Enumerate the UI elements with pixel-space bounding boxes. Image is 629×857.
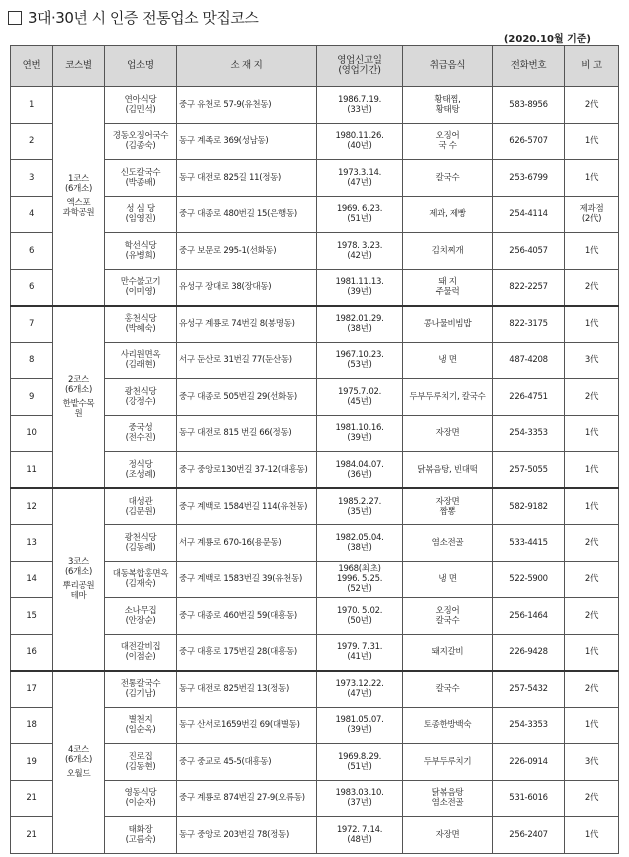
cell-no: 8 — [11, 342, 53, 379]
cell-address: 중구 계백로 1584번길 114(유천동) — [177, 488, 317, 525]
cell-note: 3代 — [565, 342, 619, 379]
cell-no: 11 — [11, 452, 53, 489]
cell-phone: 822-2257 — [493, 269, 565, 306]
cell-name: 학선식당 (유병희) — [105, 233, 177, 270]
header-name: 업소명 — [105, 46, 177, 87]
checkbox-icon — [8, 11, 22, 25]
cell-phone: 531-6016 — [493, 780, 565, 817]
cell-address: 동구 계족로 369(성남동) — [177, 123, 317, 160]
cell-address: 중구 중교로 45-5(대흥동) — [177, 744, 317, 781]
cell-address: 중구 대종로 460번길 59(대흥동) — [177, 598, 317, 635]
cell-opened: 1982.01.29. (38년) — [317, 306, 403, 343]
cell-opened: 1984.04.07. (36년) — [317, 452, 403, 489]
cell-food: 자장면 — [403, 817, 493, 854]
cell-no: 12 — [11, 488, 53, 525]
cell-name: 진로집 (김동현) — [105, 744, 177, 781]
cell-phone: 487-4208 — [493, 342, 565, 379]
cell-note: 1代 — [565, 306, 619, 343]
cell-phone: 533-4415 — [493, 525, 565, 562]
cell-opened: 1982.05.04. (38년) — [317, 525, 403, 562]
cell-no: 10 — [11, 415, 53, 452]
header-note: 비 고 — [565, 46, 619, 87]
cell-address: 중구 계룡로 874번길 27-9(오류동) — [177, 780, 317, 817]
cell-opened: 1975.7.02. (45년) — [317, 379, 403, 416]
cell-address: 중구 대흥로 175번길 28(대흥동) — [177, 634, 317, 671]
cell-address: 유성구 계룡로 74번길 8(봉명동) — [177, 306, 317, 343]
course-sub: 엑스포 과학공원 — [62, 197, 95, 218]
cell-phone: 583-8956 — [493, 87, 565, 124]
cell-note: 2代 — [565, 525, 619, 562]
cell-note: 2代 — [565, 780, 619, 817]
cell-address: 서구 둔산로 31번길 77(둔산동) — [177, 342, 317, 379]
cell-no: 14 — [11, 561, 53, 598]
cell-no: 16 — [11, 634, 53, 671]
cell-food: 닭볶음탕, 빈대떡 — [403, 452, 493, 489]
course-sub: 오월드 — [66, 769, 91, 779]
course-label: 3코스 (6개소) — [65, 557, 92, 578]
cell-address: 중구 중앙로130번길 37-12(대흥동) — [177, 452, 317, 489]
cell-phone: 253-6799 — [493, 160, 565, 197]
cell-opened: 1981.11.13. (39년) — [317, 269, 403, 306]
cell-no: 1 — [11, 87, 53, 124]
cell-name: 중국성 (전수진) — [105, 415, 177, 452]
cell-course — [53, 488, 105, 671]
cell-address: 동구 대전로 815 번길 66(정동) — [177, 415, 317, 452]
cell-no: 15 — [11, 598, 53, 635]
cell-food: 김치찌개 — [403, 233, 493, 270]
course-label: 1코스 (6개소) — [65, 173, 92, 194]
restaurant-table — [10, 45, 619, 854]
cell-no: 6 — [11, 233, 53, 270]
cell-opened: 1983.03.10. (37년) — [317, 780, 403, 817]
cell-food: 돼 지 주물럭 — [403, 269, 493, 306]
cell-name: 소나무집 (안장순) — [105, 598, 177, 635]
title-text: 3대·30년 시 인증 전통업소 맛집코스 — [28, 9, 259, 27]
header-course: 코스별 — [53, 46, 105, 87]
cell-address: 중구 계백로 1583번길 39(유천동) — [177, 561, 317, 598]
table-header-row — [11, 46, 619, 87]
header-opened: 영업신고일 (영업기간) — [317, 46, 403, 87]
cell-opened: 1981.10.16. (39년) — [317, 415, 403, 452]
cell-phone: 256-4057 — [493, 233, 565, 270]
cell-food: 냉 면 — [403, 561, 493, 598]
cell-food: 칼국수 — [403, 671, 493, 708]
cell-food: 닭볶음탕 염소전골 — [403, 780, 493, 817]
cell-address: 유성구 장대로 38(장대동) — [177, 269, 317, 306]
cell-note: 1代 — [565, 634, 619, 671]
cell-food: 두부두루치기, 칼국수 — [403, 379, 493, 416]
cell-note: 1代 — [565, 488, 619, 525]
date-note: (2020.10월 기준) — [503, 34, 591, 45]
cell-phone: 256-1464 — [493, 598, 565, 635]
cell-phone: 254-4114 — [493, 196, 565, 233]
cell-opened: 1969. 6.23. (51년) — [317, 196, 403, 233]
course-label: 2코스 (6개소) — [65, 374, 92, 395]
cell-note: 2代 — [565, 87, 619, 124]
cell-food: 황태찜, 황태탕 — [403, 87, 493, 124]
cell-name: 사리원면옥 (김래현) — [105, 342, 177, 379]
cell-note: 1代 — [565, 160, 619, 197]
page-title — [8, 7, 258, 28]
cell-food: 제과, 제빵 — [403, 196, 493, 233]
cell-phone: 256-2407 — [493, 817, 565, 854]
cell-food: 자장면 — [403, 415, 493, 452]
cell-address: 동구 산서로1659번길 69(대별동) — [177, 707, 317, 744]
cell-address: 중구 유천로 57-9(유천동) — [177, 87, 317, 124]
cell-opened: 1985.2.27. (35년) — [317, 488, 403, 525]
cell-phone: 226-0914 — [493, 744, 565, 781]
cell-note: 제과점 (2代) — [565, 196, 619, 233]
header-food: 취급음식 — [403, 46, 493, 87]
cell-food: 토종한방백숙 — [403, 707, 493, 744]
cell-address: 동구 대전로 825번길 13(정동) — [177, 671, 317, 708]
cell-no: 19 — [11, 744, 53, 781]
cell-phone: 254-3353 — [493, 415, 565, 452]
header-phone: 전화번호 — [493, 46, 565, 87]
cell-note: 1代 — [565, 817, 619, 854]
cell-note: 1代 — [565, 452, 619, 489]
cell-note: 2代 — [565, 561, 619, 598]
cell-name: 대전갈비집 (이점순) — [105, 634, 177, 671]
cell-no: 6 — [11, 269, 53, 306]
cell-no: 18 — [11, 707, 53, 744]
cell-phone: 822-3175 — [493, 306, 565, 343]
cell-course — [53, 306, 105, 489]
cell-name: 연아식당 (김민석) — [105, 87, 177, 124]
cell-no: 4 — [11, 196, 53, 233]
cell-opened: 1986.7.19. (33년) — [317, 87, 403, 124]
cell-name: 광천식당 (김동례) — [105, 525, 177, 562]
cell-note: 2代 — [565, 598, 619, 635]
cell-address: 중구 보문로 295-1(선화동) — [177, 233, 317, 270]
cell-note: 1代 — [565, 415, 619, 452]
cell-note: 2代 — [565, 671, 619, 708]
cell-phone: 254-3353 — [493, 707, 565, 744]
cell-opened: 1981.05.07. (39년) — [317, 707, 403, 744]
cell-no: 3 — [11, 160, 53, 197]
header-no: 연번 — [11, 46, 53, 87]
cell-address: 동구 대전로 825길 11(정동) — [177, 160, 317, 197]
cell-note: 3代 — [565, 744, 619, 781]
table-row — [11, 671, 619, 708]
cell-food: 돼지갈비 — [403, 634, 493, 671]
cell-phone: 522-5900 — [493, 561, 565, 598]
cell-opened: 1969.8.29. (51년) — [317, 744, 403, 781]
cell-phone: 626-5707 — [493, 123, 565, 160]
cell-name: 만수불고기 (이미영) — [105, 269, 177, 306]
table-body — [11, 87, 619, 854]
cell-name: 별천지 (임순옥) — [105, 707, 177, 744]
cell-note: 1代 — [565, 123, 619, 160]
cell-name: 정식당 (조성례) — [105, 452, 177, 489]
cell-no: 2 — [11, 123, 53, 160]
table-row — [11, 488, 619, 525]
cell-opened: 1978. 3.23. (42년) — [317, 233, 403, 270]
cell-food: 칼국수 — [403, 160, 493, 197]
cell-opened: 1979. 7.31. (41년) — [317, 634, 403, 671]
cell-no: 9 — [11, 379, 53, 416]
cell-name: 성 심 당 (임영진) — [105, 196, 177, 233]
cell-name: 영동식당 (이순자) — [105, 780, 177, 817]
course-sub: 뿌리공원 테마 — [62, 581, 95, 602]
cell-course — [53, 87, 105, 306]
course-label: 4코스 (6개소) — [65, 745, 92, 765]
cell-opened: 1970. 5.02. (50년) — [317, 598, 403, 635]
cell-phone: 226-9428 — [493, 634, 565, 671]
cell-no: 17 — [11, 671, 53, 708]
cell-opened: 1972. 7.14. (48년) — [317, 817, 403, 854]
cell-name: 태화장 (고름숙) — [105, 817, 177, 854]
cell-course — [53, 671, 105, 854]
cell-name: 대성관 (김문원) — [105, 488, 177, 525]
header-address: 소 재 지 — [177, 46, 317, 87]
cell-food: 오징어 국 수 — [403, 123, 493, 160]
cell-note: 2代 — [565, 269, 619, 306]
cell-name: 경동오징어국수 (김종숙) — [105, 123, 177, 160]
cell-phone: 582-9182 — [493, 488, 565, 525]
table-row — [11, 87, 619, 124]
cell-no: 21 — [11, 780, 53, 817]
cell-opened: 1967.10.23. (53년) — [317, 342, 403, 379]
cell-food: 냉 면 — [403, 342, 493, 379]
cell-food: 자장면 짬뽕 — [403, 488, 493, 525]
cell-address: 서구 계룡로 670-16(용문동) — [177, 525, 317, 562]
cell-phone: 226-4751 — [493, 379, 565, 416]
cell-opened: 1973.3.14. (47년) — [317, 160, 403, 197]
cell-name: 전통칼국수 (김기남) — [105, 671, 177, 708]
cell-address: 중구 대종로 505번길 29(선화동) — [177, 379, 317, 416]
cell-note: 1代 — [565, 233, 619, 270]
table-row — [11, 306, 619, 343]
cell-name: 홍천식당 (박혜숙) — [105, 306, 177, 343]
cell-phone: 257-5432 — [493, 671, 565, 708]
cell-no: 21 — [11, 817, 53, 854]
cell-name: 광천식당 (강정수) — [105, 379, 177, 416]
cell-note: 1代 — [565, 707, 619, 744]
cell-name: 신도칼국수 (박종배) — [105, 160, 177, 197]
cell-food: 콩나물비빔밥 — [403, 306, 493, 343]
cell-address: 동구 중앙로 203번길 78(정동) — [177, 817, 317, 854]
cell-opened: 1968(최초) 1996. 5.25. (52년) — [317, 561, 403, 598]
cell-phone: 257-5055 — [493, 452, 565, 489]
course-sub: 한밭수목 원 — [62, 398, 95, 419]
cell-opened: 1980.11.26. (40년) — [317, 123, 403, 160]
cell-no: 13 — [11, 525, 53, 562]
cell-no: 7 — [11, 306, 53, 343]
cell-opened: 1973.12.22. (47년) — [317, 671, 403, 708]
cell-food: 두부두루치기 — [403, 744, 493, 781]
cell-address: 중구 대종로 480번길 15(은행동) — [177, 196, 317, 233]
cell-food: 염소전골 — [403, 525, 493, 562]
cell-name: 대동복합홍면옥 (김재숙) — [105, 561, 177, 598]
cell-note: 2代 — [565, 379, 619, 416]
cell-food: 오징어 칼국수 — [403, 598, 493, 635]
